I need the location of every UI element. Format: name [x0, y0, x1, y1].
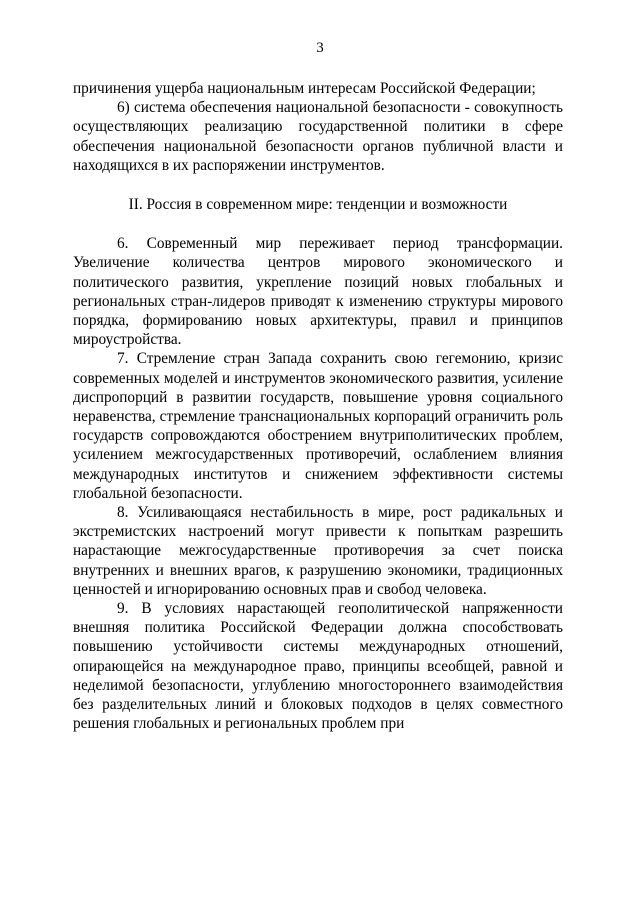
paragraph-item-6: 6. Современный мир переживает период трансформации. Увеличение количества центров мирового экономического и политического развития, укрепление позиций новых глобальных и региональных стран-лидеров приводят к изменению структуры мирового порядка, формированию новых архитектуры, правил и принципов мироустройства.	[73, 235, 563, 349]
paragraph-item-9: 9. В условиях нарастающей геополитической напряженности внешняя политика Российской Федерации должна способствовать повышению устойчивости системы международных отношений, опирающейся на международное право, принципы всеобщей, равной и неделимой безопасности, углублению многостороннего взаимодействия без разделительных линий и блоковых подходов в целях совместного решения глобальных и региональных проблем при	[73, 600, 563, 733]
paragraph-continuation: причинения ущерба национальным интересам Российской Федерации;	[73, 80, 536, 97]
paragraph-item-7: 7. Стремление стран Запада сохранить свою гегемонию, кризис современных моделей и инструментов экономического развития, усиление диспропорций в развитии государств, повышение уровня социального неравенства, стремление транснациональных корпораций ограничить роль государств сопровождаются обострением внутриполитических проблем, усилением межгосударственных противоречий, ослаблением влияния международных институтов и снижением эффективности системы глобальной безопасности.	[73, 350, 563, 502]
page-number: 3	[316, 40, 324, 56]
document-body	[73, 79, 563, 734]
paragraph-definition-6: 6) система обеспечения национальной безопасности - совокупность осуществляющих реализацию государственной политики в сфере обеспечения национальной безопасности органов публичной власти и находящихся в их распоряжении инструментов.	[73, 99, 563, 174]
paragraph-item-8: 8. Усиливающаяся нестабильность в мире, рост радикальных и экстремистских настроений могут привести к попыткам разрешить нарастающие межгосударственные противоречия за счет поиска внутренних и внешних врагов, к разрушению экономики, традиционных ценностей и игнорированию основных прав и свобод человека.	[73, 504, 563, 598]
section-heading: II. Россия в современном мире: тенденции и возможности	[128, 196, 508, 214]
